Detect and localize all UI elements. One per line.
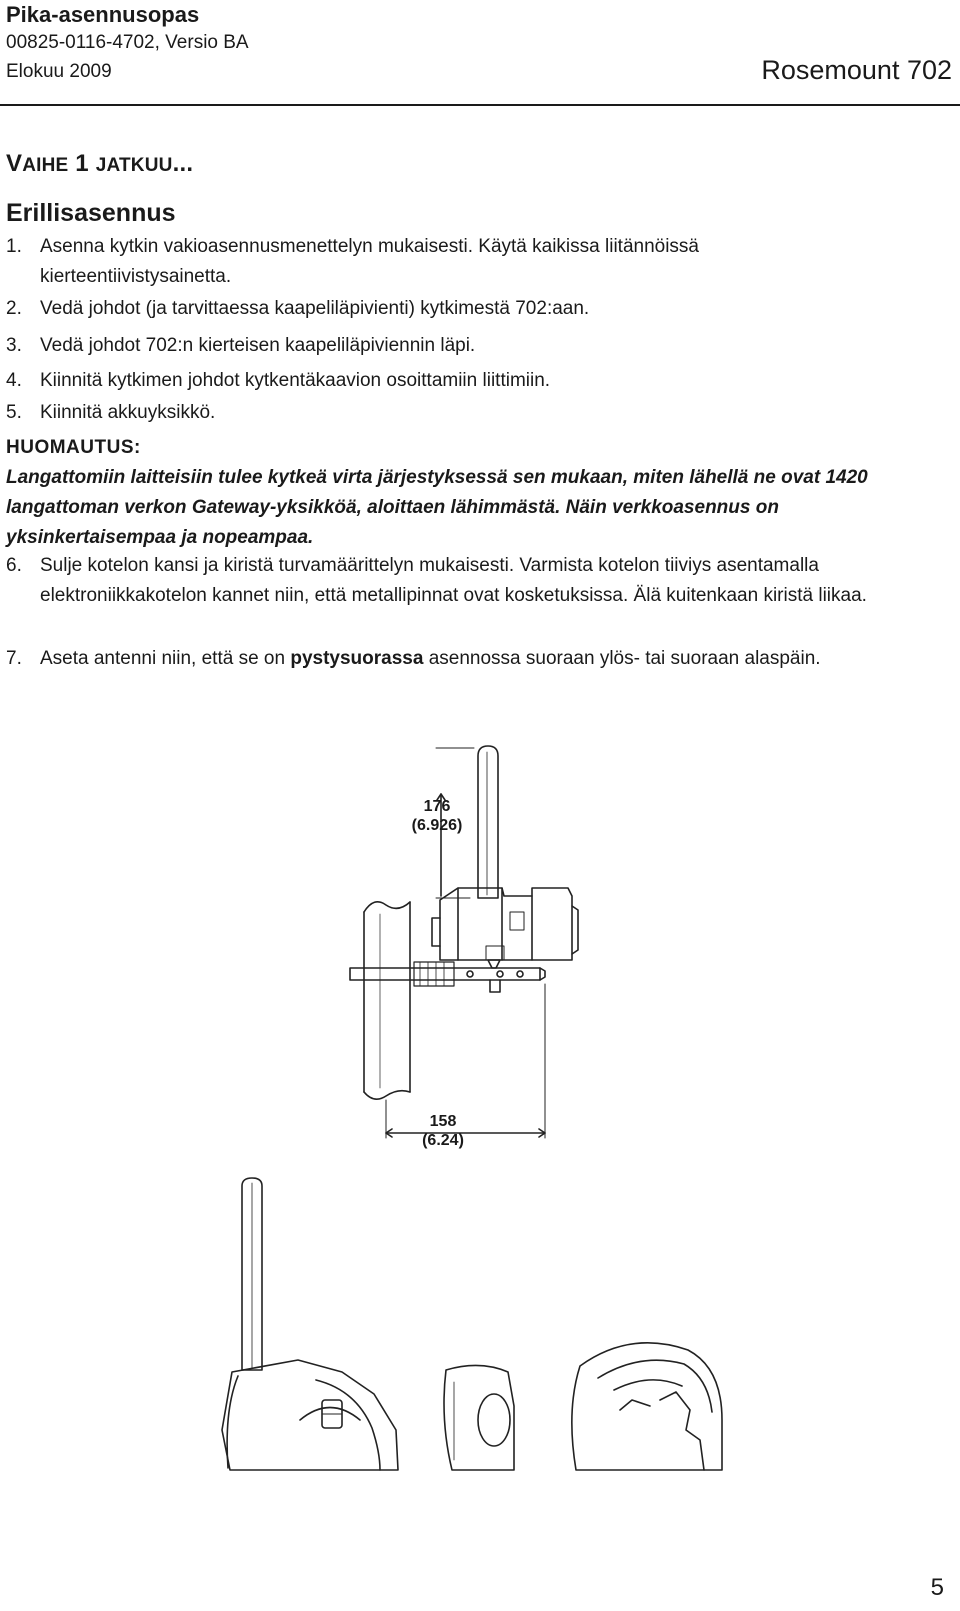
dimension-top-in: (6.926) — [411, 817, 463, 834]
list-item-number: 6. — [6, 555, 22, 576]
list-item-text: Vedä johdot (ja tarvittaessa kaapeliläpivienti) kytkimestä 702:aan. — [40, 298, 590, 319]
antenna-icon — [478, 746, 498, 898]
list-item-text-end: asennossa suoraan ylös- tai suoraan alaspäin. — [423, 648, 821, 669]
list-item-number: 7. — [6, 648, 22, 669]
emphasis-vertical: pystysuorassa — [290, 648, 424, 669]
section-title: Erillisasennus — [6, 199, 176, 227]
list-item-text-start: Aseta antenni niin, että se on — [40, 648, 291, 669]
product-name: Rosemount 702 — [761, 55, 952, 85]
list-item-text: Asenna kytkin vakioasennusmenettelyn mukaisesti. Käytä kaikissa liitännöissä kierteentiivistysainetta. — [40, 236, 699, 287]
list-item-text: Kiinnitä kytkimen johdot kytkentäkaavion osoittamiin liittimiin. — [40, 370, 551, 391]
dimension-bottom-label — [416, 1112, 470, 1150]
dimension-bottom-in: (6.24) — [422, 1132, 464, 1149]
list-item-number: 1. — [6, 236, 22, 257]
list-item-number: 2. — [6, 298, 22, 319]
step-heading-continued: JATKUU — [95, 155, 173, 176]
transmitter-housing-icon — [432, 888, 578, 960]
list-item-text: Sulje kotelon kansi ja kiristä turvamäärittelyn mukaisesti. Varmista kotelon tiiviys asentamalla elektroniikkakotelon kannet niin, että metallipinnat ovat kosketuksissa. Älä kuitenkaan kiristä liikaa. — [40, 555, 867, 606]
list-item-number: 4. — [6, 370, 22, 391]
list-item-text: Vedä johdot 702:n kierteisen kaapeliläpiviennin läpi. — [40, 335, 476, 356]
document-number: 00825-0116-4702, Versio BA — [6, 32, 249, 53]
step-heading-ellipsis: ... — [172, 150, 194, 177]
exploded-view-icon — [222, 1178, 722, 1470]
mounting-bracket-icon — [350, 960, 545, 992]
list-item-text: Kiinnitä akkuyksikkö. — [40, 402, 216, 423]
note-label: HUOMAUTUS: — [6, 437, 141, 458]
dimension-top-mm: 176 — [423, 798, 451, 815]
step-heading-word: AIHE — [22, 155, 69, 176]
note-text: Langattomiin laitteisiin tulee kytkeä virta järjestyksessä sen mukaan, miten lähellä ne ovat 1420 langattoman verkon Gateway-yksikköä, aloittaen lähimmästä. Näin verkkoasennus on yksinkertaisempaa ja nopeampaa. — [6, 467, 868, 548]
pipe-icon — [364, 902, 410, 1099]
dimension-bottom-mm: 158 — [429, 1113, 457, 1130]
document-date: Elokuu 2009 — [6, 61, 112, 82]
list-item-number: 3. — [6, 335, 22, 356]
dimension-top-label — [406, 797, 468, 835]
step-heading-number: 1 — [68, 150, 96, 177]
document-title: Pika-asennusopas — [6, 2, 200, 27]
list-item-number: 5. — [6, 402, 22, 423]
step-heading-initial: V — [6, 150, 23, 177]
page-number: 5 — [930, 1574, 944, 1601]
